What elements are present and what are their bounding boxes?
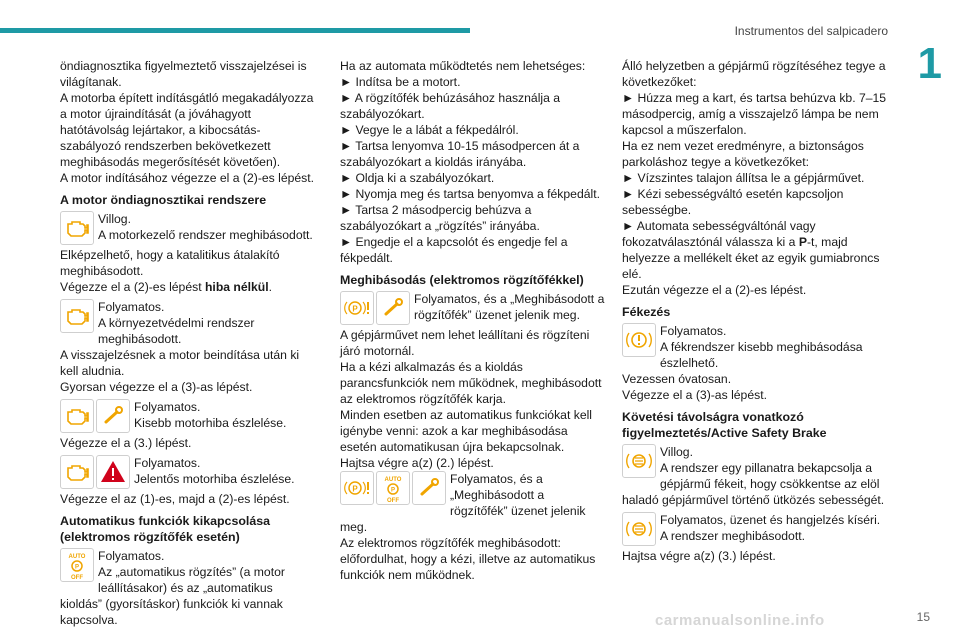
paragraph: Hajtsa végre a(z) (3.) lépést.: [622, 549, 776, 563]
step: ► Kézi sebességváltó esetén kapcsoljon sebességbe.: [622, 187, 844, 217]
indicator-state: Folyamatos.: [98, 549, 165, 563]
section-heading: Követési távolságra vonatkozó figyelmeztetés/Active Safety Brake: [622, 410, 827, 440]
svg-text:AUTO: AUTO: [384, 477, 402, 483]
paragraph: Végezze el a (2)-es lépést hiba nélkül.: [60, 280, 273, 294]
step: ► Vízszintes talajon állítsa le a gépjárművet.: [622, 171, 865, 185]
brake-warning-icon: [622, 323, 656, 357]
engine-warning-icon: [60, 211, 94, 245]
park-brake-fault-icon: [340, 471, 374, 505]
auto-off-brake-icon: [376, 471, 410, 505]
watermark: carmanualsonline.info: [655, 612, 825, 629]
paragraph: A motor indításához végezze el a (2)-es lépést.: [60, 171, 315, 185]
paragraph: A motorba épített indításgátló megakadályozza a motor újraindítását (a jóváhagyott hatótávolság lejártakor, a kibocsátás-szabályozó rendszerben bekövetkezett meghibásodás megerősítését követően).: [60, 91, 314, 169]
step: ► Tartsa lenyomva 10-15 másodpercen át a szabályozókart a kioldás irányába.: [340, 139, 580, 169]
warning-entry: [60, 211, 318, 247]
wrench-icon: [376, 291, 410, 325]
paragraph: öndiagnosztika figyelmeztető visszajelzései is világítanak.: [60, 59, 307, 89]
step: ► Húzza meg a kart, és tartsa behúzva kb. 7–15 másodpercig, amíg a visszajelző lámpa be nem kapcsol a műszerfalon.: [622, 91, 887, 137]
collision-alert-icon: [622, 512, 656, 546]
paragraph: Vezessen óvatosan.: [622, 372, 732, 386]
step: ► Automata sebességváltónál vagy fokozatválasztónál válassza ki a P-t, majd helyezze a mellékelt éket az egyik gumiabroncs elé.: [622, 219, 880, 281]
page-number: 15: [916, 610, 930, 624]
paragraph: Végezze el a (3.) lépést.: [60, 436, 192, 450]
warning-entry: [60, 299, 318, 347]
warning-entry: [340, 471, 605, 535]
step: ► Tartsa 2 másodpercig behúzva a szabályozókart a „rögzítés” irányába.: [340, 203, 540, 233]
alert-triangle-icon: [96, 455, 130, 489]
paragraph: Minden esetben az automatikus funkciókat kell igénybe venni: azok a kar meghibásodása esetén automatikusan újra bekapcsolnak.: [340, 408, 593, 454]
auto-off-brake-icon: [60, 548, 94, 582]
warning-entry: [622, 444, 890, 508]
wrench-icon: [412, 471, 446, 505]
warning-entry: [60, 455, 318, 491]
paragraph: Végezze el az (1)-es, majd a (2)-es lépést.: [60, 492, 290, 506]
engine-warning-icon: [60, 299, 94, 333]
section-heading: A motor öndiagnosztikai rendszere: [60, 193, 267, 207]
header-accent-bar: [0, 28, 470, 33]
warning-entry: [60, 399, 318, 435]
indicator-description: Jelentős motorhiba észlelése.: [134, 472, 295, 486]
indicator-state: Folyamatos, üzenet és hangjelzés kíséri.: [660, 513, 881, 527]
indicator-state: Villog.: [98, 212, 131, 226]
indicator-description: A rendszer meghibásodott.: [660, 529, 805, 543]
step: ► Nyomja meg és tartsa benyomva a fékpedált.: [340, 187, 600, 201]
paragraph: A visszajelzésnek a motor beindítása után ki kell aludnia.: [60, 348, 300, 378]
warning-entry: [622, 512, 890, 548]
paragraph: Hajtsa végre a(z) (2.) lépést.: [340, 456, 494, 470]
svg-text:P: P: [352, 484, 358, 494]
indicator-state: Folyamatos, és a „Meghibásodott a rögzítőfék” üzenet jelenik meg.: [340, 472, 586, 534]
svg-text:OFF: OFF: [387, 498, 399, 504]
indicator-description: A környezetvédelmi rendszer meghibásodott.: [98, 316, 255, 346]
engine-warning-icon: [60, 399, 94, 433]
paragraph: Elképzelhető, hogy a katalitikus átalakító meghibásodott.: [60, 248, 280, 278]
warning-entry: [60, 548, 318, 628]
wrench-icon: [96, 399, 130, 433]
svg-text:P: P: [390, 487, 396, 494]
warning-entry: [622, 323, 890, 371]
paragraph: Ezután végezze el a (2)-es lépést.: [622, 283, 807, 297]
step: ► Vegye le a lábát a fékpedálról.: [340, 123, 519, 137]
step: ► A rögzítőfék behúzásához használja a szabályozókart.: [340, 91, 561, 121]
engine-warning-icon: [60, 455, 94, 489]
paragraph: Az elektromos rögzítőfék meghibásodott: előfordulhat, hogy a kézi, illetve az automatikus funkciók nem működnek.: [340, 536, 596, 582]
column-1: [60, 58, 318, 628]
indicator-state: Folyamatos.: [134, 456, 201, 470]
column-3: [622, 58, 890, 564]
section-heading: Automatikus funkciók kikapcsolása (elektromos rögzítőfék esetén): [60, 514, 271, 544]
paragraph: Végezze el a (3)-as lépést.: [622, 388, 767, 402]
indicator-state: Folyamatos.: [98, 300, 165, 314]
warning-entry: [340, 291, 605, 327]
park-brake-fault-icon: [340, 291, 374, 325]
indicator-state: Folyamatos.: [134, 400, 201, 414]
paragraph: Álló helyzetben a gépjármű rögzítéséhez tegye a következőket:: [622, 59, 886, 89]
indicator-state: Villog.: [660, 445, 693, 459]
step: ► Indítsa be a motort.: [340, 75, 461, 89]
indicator-description: Kisebb motorhiba észlelése.: [134, 416, 287, 430]
svg-text:OFF: OFF: [71, 575, 83, 581]
svg-text:P: P: [352, 304, 358, 314]
section-heading: Meghibásodás (elektromos rögzítőfékkel): [340, 273, 584, 287]
paragraph: Ha ez nem vezet eredményre, a biztonságos parkoláshoz tegye a következőket:: [622, 139, 864, 169]
chapter-number: 1: [917, 39, 942, 88]
paragraph: A gépjárművet nem lehet leállítani és rögzíteni járó motornál.: [340, 328, 590, 358]
indicator-state: Folyamatos.: [660, 324, 727, 338]
column-2: [340, 58, 605, 583]
section-heading: Fékezés: [622, 305, 671, 319]
indicator-description: A motorkezelő rendszer meghibásodott.: [98, 228, 313, 242]
svg-text:P: P: [74, 564, 80, 571]
paragraph: Gyorsan végezze el a (3)-as lépést.: [60, 380, 253, 394]
svg-text:AUTO: AUTO: [68, 554, 86, 560]
paragraph: Ha a kézi alkalmazás és a kioldás parancsfunkciók nem működnek, meghibásodott az elektromos rögzítőfék karja.: [340, 360, 602, 406]
indicator-state: Folyamatos, és a „Meghibásodott a rögzítőfék” üzenet jelenik meg.: [414, 292, 605, 322]
indicator-description: A fékrendszer kisebb meghibásodása észlelhető.: [660, 340, 863, 370]
step: ► Oldja ki a szabályozókart.: [340, 171, 495, 185]
paragraph: Ha az automata működtetés nem lehetséges:: [340, 59, 586, 73]
step: ► Engedje el a kapcsolót és engedje fel a fékpedált.: [340, 235, 568, 265]
indicator-description: A rendszer egy pillanatra bekapcsolja a gépjármű fékeit, hogy csökkentse az elöl haladó gépjárművel történő ütközés sebességét.: [622, 461, 885, 507]
page-header-title: Instrumentos del salpicadero: [734, 24, 888, 38]
collision-alert-icon: [622, 444, 656, 478]
indicator-description: Az „automatikus rögzítés” (a motor leállításakor) és az „automatikus kioldás” (gyorsításkor) funkciók ki vannak kapcsolva.: [60, 565, 285, 627]
